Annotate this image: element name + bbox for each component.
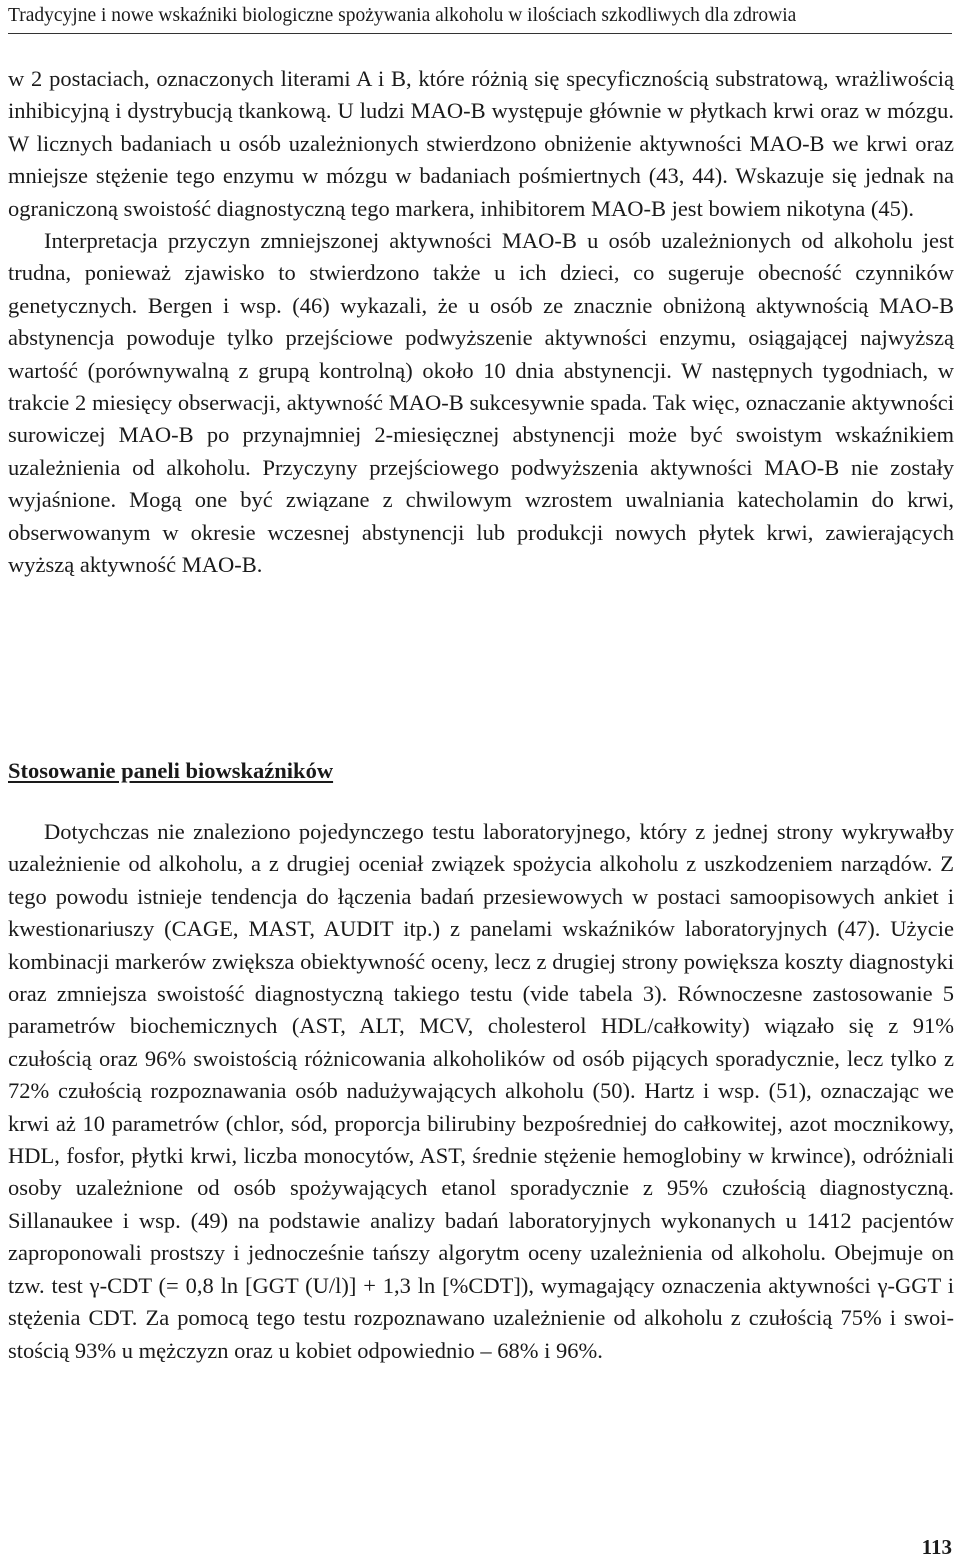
body-text-upper	[8, 63, 954, 582]
paragraph-biomarker-panels: Dotychczas nie znaleziono pojedynczego testu laboratoryjnego, który z jednej strony wykrywałby uzależnienie od alkoholu, a z drugiej oceniał związek spożycia alkoholu z uszkodzeniem narządów. Z tego powodu istnieje tendencja do łączenia badań przesiewowych w postaci samoopisowych ankiet i kwestionariuszy (CAGE, MAST, AUDIT itp.) z panelami wskaźników laboratoryjnych (47). Użycie kombinacji markerów zwiększa obiektywność oceny, lecz z drugiej strony powiększa koszty diagnostyki oraz zmniejsza swoistość diagnostyczną takiego testu (vide tabela 3). Równoczesne zastosowanie 5 parametrów biochemicznych (AST, ALT, MCV, cholesterol HDL/całkowity) wiązało się z 91% czułością oraz 96% swoistością różnicowania alkoholików od osób pijących sporadycznie, lecz tylko z 72% czułością rozpoznawania osób nadużywających alkoholu (50). Hartz i wsp. (51), oznaczając we krwi aż 10 parametrów (chlor, sód, proporcja bilirubiny bezpośredniej do całkowitej, azot mocznikowy, HDL, fosfor, płytki krwi, liczba monocytów, AST, średnie stężenie hemoglobiny w krwince), odróżniali osoby uzależnione od osób spożywających etanol sporadycznie z 95% czułością diagnostyczną. Sillanaukee i wsp. (49) na podstawie analizy badań laboratoryjnych wykonanych u 1412 pacjentów zaproponowali prostszy i jednocześnie tańszy algorytm oceny uzależnienia od alkoholu. Obejmuje on tzw. test γ-CDT (= 0,8 ln [GGT (U/l)] + 1,3 ln [%CDT]), wymagający oznaczenia aktywności γ-GGT i stężenia CDT. Za pomocą tego testu rozpoznawano uzależnienie od alkoholu z czułością 75% i swoistością 93% u mężczyzn oraz u kobiet odpowiednio – 68% i 96%.	[8, 819, 954, 1363]
paragraph-mao-interpretation: Interpretacja przyczyn zmniejszonej aktywności MAO-B u osób uzależnionych od alkoholu jest trudna, ponieważ zjawisko to stwierdzono także u ich dzieci, co sugeruje obecność czynników genetycznych. Bergen i wsp. (46) wykazali, że u osób ze znacznie obniżoną aktywnością MAO-B abstynencja powoduje tylko przejściowe podwyższenie aktywności enzymu, osiągającej najwyższą wartość (porównywalną z grupą kontrolną) około 10 dnia abstynencji. W następnych tygodniach, w trakcie 2 miesięcy obserwacji, aktywność MAO-B sukcesywnie spada. Tak więc, oznaczanie aktywności surowiczej MAO-B po przynajmniej 2-miesięcznej abstynencji może być swoistym wskaźnikiem uzależnienia od alkoholu. Przyczyny przejściowego podwyższenia aktywności MAO-B nie zostały wyjaśnione. Mogą one być związane z chwilowym wzrostem uwalniania katecholamin do krwi, obserwowanym w okresie wczesnej abstynencji lub produkcji nowych płytek krwi, zawierających wyższą aktywność MAO-B.	[8, 228, 954, 578]
running-header: Tradycyjne i nowe wskaźniki biologiczne spożywania alkoholu w ilościach szkodliwych dla zdrowia	[8, 5, 797, 26]
body-text-lower	[8, 816, 954, 1367]
section-heading: Stosowanie paneli biowskaźników	[8, 758, 334, 783]
paragraph-mao-forms: w 2 postaciach, oznaczonych literami A i B, które różnią się specyficznością substratową, wrażliwością inhibicyjną i dystrybucją tkankową. U ludzi MAO-B występuje głównie w płytkach krwi oraz w mózgu. W licznych badaniach u osób uzależnionych stwierdzono obniżenie aktywności MAO-B we krwi oraz mniejsze stężenie tego enzymu w mózgu w badaniach pośmiertnych (43, 44). Wskazuje się jednak na ograniczoną swoistość diagnostyczną tego markera, inhibitorem MAO-B jest bowiem nikotyna (45).	[8, 66, 954, 221]
header-divider	[8, 33, 952, 34]
page-number: 113	[921, 1535, 952, 1559]
